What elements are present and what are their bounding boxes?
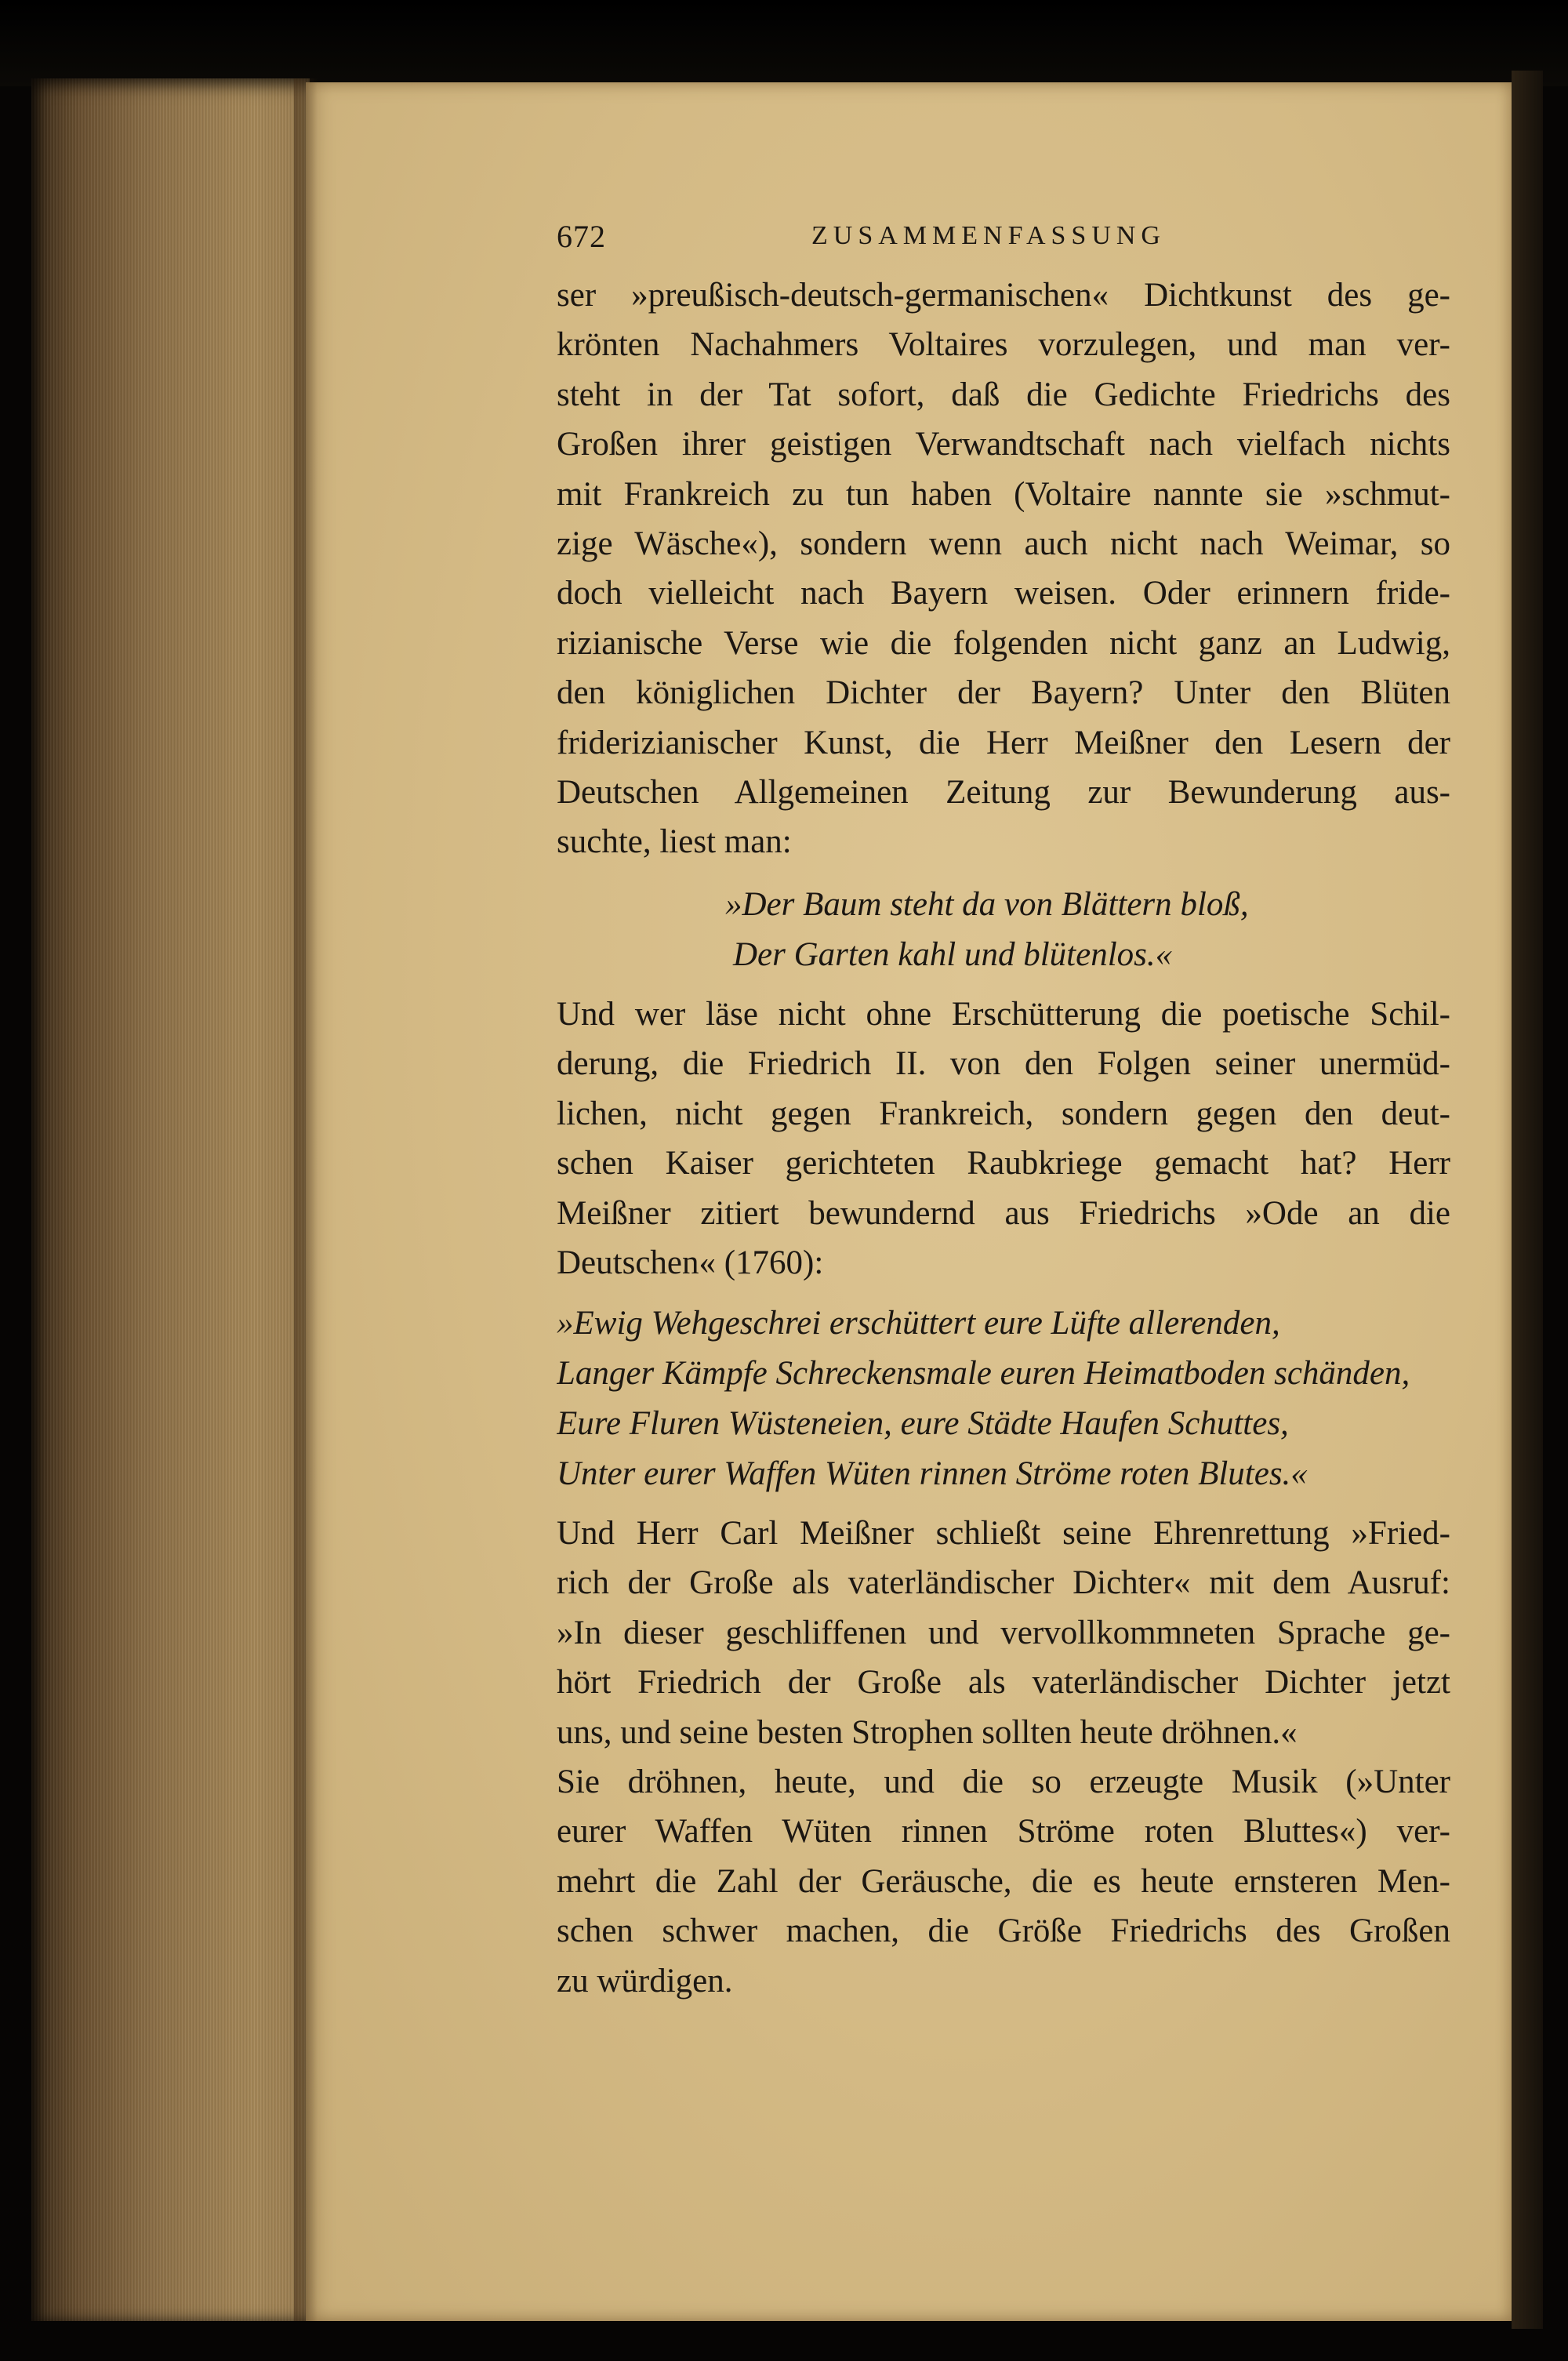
text-line: steht in der Tat sofort, daß die Gedichte Friedrichs des bbox=[557, 376, 1450, 413]
quote-1 bbox=[725, 880, 1249, 980]
text-line: schen schwer machen, die Größe Friedrichs des Großen bbox=[557, 1912, 1450, 1950]
text-line: Meißner zitiert bewundernd aus Friedrichs »Ode an die bbox=[557, 1194, 1450, 1232]
page-number: 672 bbox=[557, 219, 606, 254]
text-line: uns, und seine besten Strophen sollten heute dröhnen.« bbox=[557, 1713, 1298, 1751]
text-line: Großen ihrer geistigen Verwandtschaft nach vielfach nichts bbox=[557, 426, 1450, 463]
text-line: den königlichen Dichter der Bayern? Unter den Blüten bbox=[557, 674, 1450, 712]
text-line: rich der Große als vaterländischer Dichter« mit dem Ausruf: bbox=[557, 1564, 1450, 1602]
text-line: mehrt die Zahl der Geräusche, die es heute ernsteren Men- bbox=[557, 1862, 1450, 1900]
text-line: mit Frankreich zu tun haben (Voltaire nannte sie »schmut- bbox=[557, 475, 1450, 513]
binding-crease bbox=[294, 78, 318, 2321]
verse-line: »Ewig Wehgeschrei erschüttert eure Lüfte allerenden, bbox=[557, 1305, 1280, 1342]
text-line: schen Kaiser gerichteten Raubkriege gemacht hat? Herr bbox=[557, 1145, 1450, 1182]
text-line: Sie dröhnen, heute, und die so erzeugte Musik (»Unter bbox=[557, 1763, 1450, 1800]
text-line: zige Wäsche«), sondern wenn auch nicht nach Weimar, so bbox=[557, 525, 1450, 562]
text-line: doch vielleicht nach Bayern weisen. Oder erinnern fride- bbox=[557, 575, 1450, 612]
top-shadow bbox=[0, 0, 1568, 86]
text-line: krönten Nachahmers Voltaires vorzulegen, und man ver- bbox=[557, 326, 1450, 364]
quote-2 bbox=[557, 1299, 1450, 1499]
text-line: Deutschen« (1760): bbox=[557, 1244, 824, 1281]
verse-line: Unter eurer Waffen Wüten rinnen Ströme roten Blutes.« bbox=[557, 1455, 1308, 1492]
verse-line: Eure Fluren Wüsteneien, eure Städte Haufen Schuttes, bbox=[557, 1405, 1289, 1442]
verse-line: Langer Kämpfe Schreckensmale euren Heimatboden schänden, bbox=[557, 1355, 1410, 1392]
text-line: eurer Waffen Wüten rinnen Ströme roten Bluttes«) ver- bbox=[557, 1813, 1450, 1851]
text-line: »In dieser geschliffenen und vervollkommneten Sprache ge- bbox=[557, 1614, 1450, 1651]
page-edges bbox=[31, 78, 310, 2321]
text-line: rizianische Verse wie die folgenden nicht ganz an Ludwig, bbox=[557, 624, 1450, 662]
running-head-title: ZUSAMMENFASSUNG bbox=[811, 221, 1166, 250]
text-line: ser »preußisch-deutsch-germanischen« Dichtkunst des ge- bbox=[557, 277, 1450, 314]
paragraph-1 bbox=[557, 271, 1450, 867]
text-line: Deutschen Allgemeinen Zeitung zur Bewunderung aus- bbox=[557, 773, 1450, 811]
paragraph-2 bbox=[557, 990, 1450, 1288]
text-line: zu würdigen. bbox=[557, 1962, 733, 2000]
text-line: hört Friedrich der Große als vaterländischer Dichter jetzt bbox=[557, 1664, 1450, 1702]
right-page-stack bbox=[1512, 71, 1543, 2329]
verse-line: »Der Baum steht da von Blättern bloß, bbox=[725, 886, 1249, 923]
text-line: Und wer läse nicht ohne Erschütterung die poetische Schil- bbox=[557, 996, 1450, 1033]
text-line: Und Herr Carl Meißner schließt seine Ehrenrettung »Fried- bbox=[557, 1515, 1450, 1552]
running-head bbox=[557, 218, 1450, 257]
paragraph-3 bbox=[557, 1509, 1450, 2006]
text-line: derung, die Friedrich II. von den Folgen seiner unermüd- bbox=[557, 1045, 1450, 1083]
text-line: friderizianischer Kunst, die Herr Meißner den Lesern der bbox=[557, 724, 1450, 761]
text-line: suchte, liest man: bbox=[557, 823, 792, 861]
verse-line: Der Garten kahl und blütenlos.« bbox=[733, 936, 1173, 973]
text-line: lichen, nicht gegen Frankreich, sondern gegen den deut- bbox=[557, 1095, 1450, 1132]
